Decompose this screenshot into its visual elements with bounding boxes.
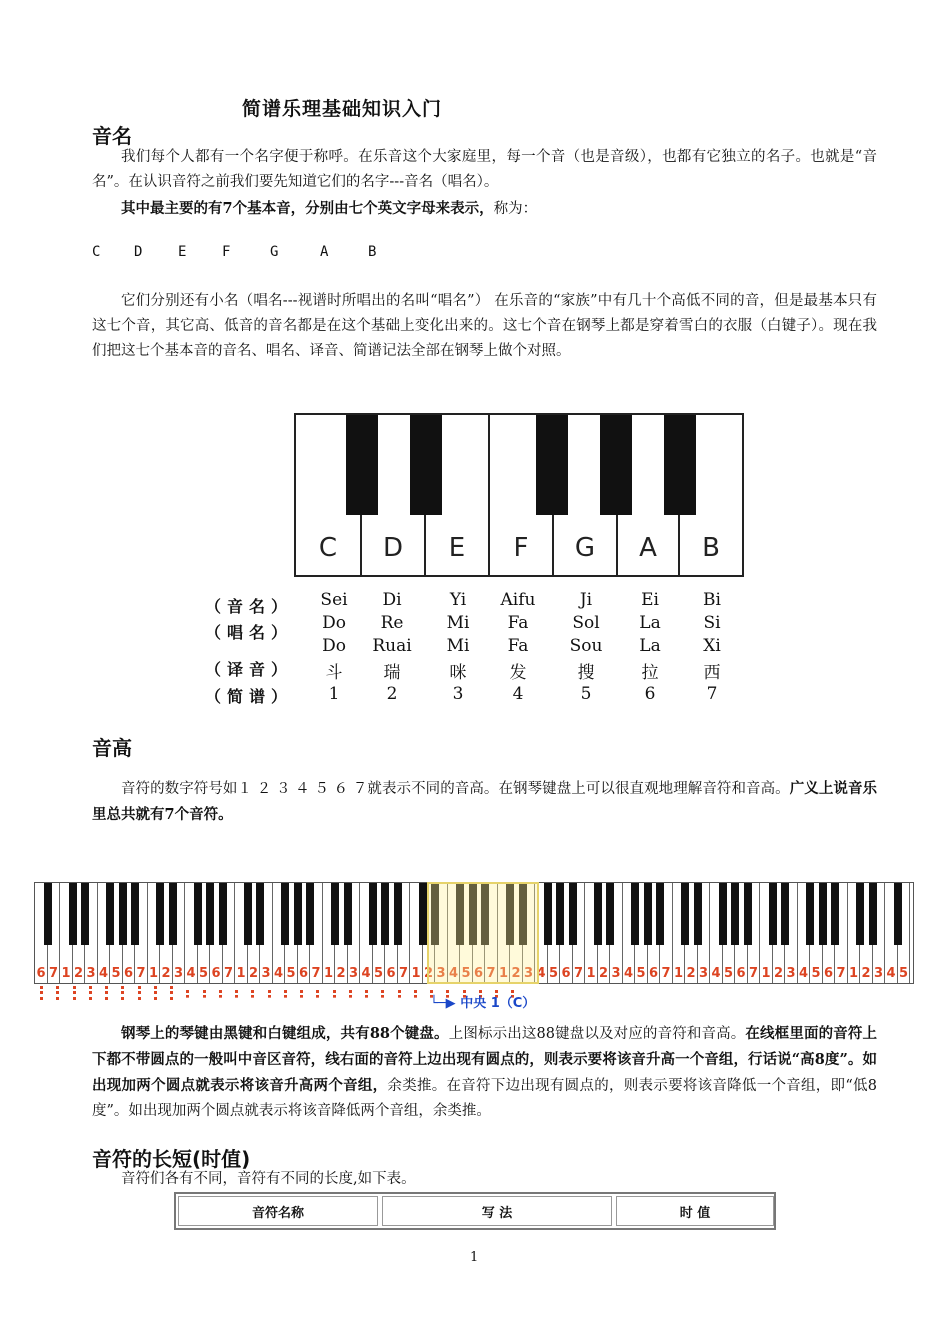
key-number: 3	[786, 966, 796, 981]
table-header-notation: 写 法	[382, 1196, 612, 1226]
octave-dot	[251, 990, 257, 998]
octave-dot	[186, 990, 192, 998]
key-number: 4	[886, 966, 896, 981]
section-heading-yinming: 音名	[92, 124, 132, 148]
octave-dot	[170, 986, 176, 1000]
paragraph-pitch	[92, 776, 877, 828]
cell-changming2: Sou	[569, 636, 603, 656]
seven-notes-rest: 称为：	[493, 201, 538, 217]
keys-plain-1: 上图标示出这88键盘以及对应的音符和音高。	[448, 1026, 746, 1042]
key-number: 1	[586, 966, 596, 981]
cell-changming1: La	[639, 613, 661, 633]
cell-changming1: Sol	[572, 613, 600, 633]
black-key	[569, 883, 577, 945]
black-key	[419, 883, 427, 945]
black-key	[556, 883, 564, 945]
key-number: 4	[623, 966, 634, 981]
octave-dot	[381, 990, 387, 998]
cell-yinming: Di	[382, 590, 402, 610]
black-key	[719, 883, 727, 945]
paragraph-changming: 它们分别还有小名（唱名---视谱时所唱出的名叫“唱名”） 在乐音的“家族”中有几十个高低不同的音，但是最基本只有这七个音，其它高、低音的音名都是在这个基础上变化出来的。这七个音在钢琴上都是穿着雪白的衣服（白键子）。现在我们把这七个基本音的音名、唱名、译音、简谱记法全部在钢琴上做个对照。	[92, 293, 877, 359]
key-number: 7	[48, 966, 59, 981]
cell-changming1: Fa	[507, 613, 529, 633]
pitch-bold: 广义上说音乐里总共就有7个音符。	[92, 780, 878, 823]
key-label: G	[574, 533, 596, 563]
octave-dot	[154, 986, 160, 1000]
key-number: 2	[686, 966, 696, 981]
cell-changming2: Do	[322, 636, 346, 656]
key-number: 7	[573, 966, 584, 981]
black-key	[819, 883, 827, 945]
page-title: 简谱乐理基础知识入门	[242, 98, 443, 120]
note-letter: B	[368, 244, 377, 260]
key-number: 5	[548, 966, 559, 981]
key-number: 6	[648, 966, 659, 981]
key-number: 7	[836, 966, 846, 981]
key-label: E	[448, 533, 466, 563]
octave-dot	[40, 986, 46, 1000]
key-number: 3	[86, 966, 96, 981]
row-label-yinming: （音名）	[205, 597, 294, 616]
key-number: 5	[111, 966, 121, 981]
cell-yinming: Aifu	[500, 590, 536, 610]
octave-dot	[138, 986, 144, 1000]
paragraph-88-keys	[92, 1021, 877, 1124]
key-number: 5	[723, 966, 734, 981]
key-number: 4	[536, 966, 546, 981]
key-number: 5	[373, 966, 384, 981]
page-number: 1	[470, 1250, 479, 1265]
note-letter: D	[134, 244, 143, 260]
octave-dot	[73, 986, 79, 1000]
key-number: 7	[661, 966, 671, 981]
octave-dot	[56, 986, 62, 1000]
key-number: 3	[523, 966, 534, 981]
row-label-jianpu: （简谱）	[205, 687, 294, 706]
key-number: 6	[211, 966, 221, 981]
cell-jianpu: 3	[452, 684, 464, 704]
cell-yiyin: 咪	[449, 663, 467, 683]
cell-yinming: Ji	[579, 590, 593, 610]
octave-dot	[349, 990, 355, 998]
black-key	[869, 883, 877, 945]
black-key	[256, 883, 264, 945]
cell-changming1: Re	[380, 613, 404, 633]
key-number: 3	[436, 966, 446, 981]
octave-dot	[414, 990, 420, 998]
key-number: 1	[323, 966, 334, 981]
black-key	[600, 415, 632, 515]
octave-dot	[268, 990, 274, 998]
note-letter: C	[92, 244, 101, 260]
key-number: 6	[298, 966, 309, 981]
key-number: 4	[186, 966, 196, 981]
piano-diagram-small	[294, 413, 744, 577]
note-letter: E	[178, 244, 187, 260]
black-key	[731, 883, 739, 945]
middle-c-text: 中央 1（C）	[460, 996, 536, 1011]
key-number: 2	[73, 966, 84, 981]
table-header-duration: 时 值	[616, 1196, 774, 1226]
black-key	[219, 883, 227, 945]
key-number: 1	[761, 966, 771, 981]
cell-changming2: Mi	[446, 636, 470, 656]
key-label: B	[702, 533, 720, 563]
black-key	[394, 883, 402, 945]
note-letter: G	[270, 244, 279, 260]
table-header-name: 音符名称	[178, 1196, 378, 1226]
key-number: 4	[98, 966, 109, 981]
black-key	[856, 883, 864, 945]
black-key	[44, 883, 52, 945]
key-number: 6	[561, 966, 571, 981]
key-number: 2	[511, 966, 521, 981]
black-key	[346, 415, 378, 515]
pitch-plain: 音符的数字符号如１ ２ ３ ４ ５ ６ ７就表示不同的音高。在钢琴键盘上可以很直观地理解音符和音高。	[121, 781, 790, 797]
key-number: 7	[398, 966, 409, 981]
paragraph-duration: 音符们各有不同，音符有不同的长度,如下表。	[121, 1171, 416, 1187]
paragraph-intro: 我们每个人都有一个名字便于称呼。在乐音这个大家庭里，每一个音（也是音级），也都有它独立的名子。也就是“音名”。在认识音符之前我们要先知道它们的名字---音名（唱名）。	[92, 149, 877, 190]
key-number: 7	[748, 966, 759, 981]
black-key	[831, 883, 839, 945]
section-heading-yingao: 音高	[92, 736, 132, 760]
section-heading-duration: 音符的长短(时值)	[92, 1147, 251, 1171]
key-label: A	[639, 533, 657, 563]
key-number: 2	[423, 966, 434, 981]
keys-bold-2: 在线框里面的音符上下都不带圆点的一般叫中音区音符，线右面的音符上边出现有圆点的，则表示要将该音升高一个音组，行话说“高8度”。如出现加两个圆点就表示将该音升高两个音组，	[92, 1025, 878, 1094]
octave-dot	[284, 990, 290, 998]
black-key	[281, 883, 289, 945]
black-key	[106, 883, 114, 945]
cell-changming2: Fa	[507, 636, 529, 656]
key-number: 2	[598, 966, 609, 981]
middle-range-box	[427, 882, 539, 984]
key-number: 6	[386, 966, 396, 981]
black-key	[544, 883, 552, 945]
black-key	[156, 883, 164, 945]
cell-changming2: Ruai	[372, 636, 412, 656]
black-key	[536, 415, 568, 515]
cell-changming1: Mi	[446, 613, 470, 633]
middle-c-label	[430, 992, 535, 1011]
seven-notes-bold: 其中最主要的有7个基本音，分别由七个英文字母来表示，	[121, 200, 494, 217]
key-number: 6	[736, 966, 746, 981]
black-key	[664, 415, 696, 515]
cell-yiyin: 搜	[577, 663, 595, 683]
cell-changming1: Do	[322, 613, 346, 633]
key-number: 5	[811, 966, 821, 981]
key-number: 1	[236, 966, 246, 981]
octave-dot	[300, 990, 306, 998]
key-number: 6	[123, 966, 134, 981]
keys-plain-2: 余类推。在音符下边出现有圆点的，则表示要将该音降低一个音组，即“低8度”。如出现加两个圆点就表示将该音降低两个音组，余类推。	[92, 1078, 877, 1119]
black-key	[410, 415, 442, 515]
key-label: D	[382, 533, 404, 563]
octave-dot	[89, 986, 95, 1000]
key-number: 1	[673, 966, 684, 981]
key-label: F	[513, 533, 529, 563]
black-key	[131, 883, 139, 945]
black-key	[806, 883, 814, 945]
note-letter: F	[222, 244, 231, 260]
row-label-changming: （唱名）	[205, 623, 294, 642]
black-key	[81, 883, 89, 945]
cell-jianpu: 1	[328, 684, 340, 704]
black-key	[119, 883, 127, 945]
key-number: 1	[848, 966, 859, 981]
black-key	[781, 883, 789, 945]
black-key	[594, 883, 602, 945]
key-number: 2	[161, 966, 171, 981]
cell-jianpu: 6	[644, 684, 656, 704]
key-number: 2	[336, 966, 346, 981]
key-number: 1	[61, 966, 71, 981]
cell-jianpu: 2	[386, 684, 398, 704]
key-number: 4	[273, 966, 284, 981]
cell-yiyin: 西	[703, 663, 721, 683]
key-number: 7	[311, 966, 321, 981]
key-number: 3	[173, 966, 184, 981]
octave-dot	[333, 990, 339, 998]
black-key	[744, 883, 752, 945]
octave-dot	[398, 990, 404, 998]
note-letters	[92, 244, 376, 260]
key-number: 6	[473, 966, 484, 981]
key-number: 6	[36, 966, 46, 981]
octave-dot	[219, 990, 225, 998]
key-number: 1	[411, 966, 421, 981]
key-number: 7	[223, 966, 234, 981]
key-number: 2	[861, 966, 871, 981]
black-key	[294, 883, 302, 945]
cell-jianpu: 7	[706, 684, 718, 704]
cell-yinming: Yi	[449, 590, 467, 610]
key-number: 6	[823, 966, 834, 981]
key-number: 4	[448, 966, 459, 981]
key-number: 7	[486, 966, 496, 981]
octave-dot	[365, 990, 371, 998]
octave-dot	[105, 986, 111, 1000]
key-number: 7	[136, 966, 146, 981]
paragraph-seven-notes	[92, 196, 877, 222]
black-key	[644, 883, 652, 945]
cell-yiyin: 斗	[325, 663, 343, 683]
black-key	[69, 883, 77, 945]
key-number: 1	[148, 966, 159, 981]
key-number: 2	[773, 966, 784, 981]
black-key	[381, 883, 389, 945]
key-number: 2	[248, 966, 259, 981]
row-label-yiyin: （译音）	[205, 660, 294, 679]
cell-changming2: La	[639, 636, 661, 656]
octave-dot	[316, 990, 322, 998]
cell-yinming: Sei	[320, 590, 348, 610]
black-key	[169, 883, 177, 945]
key-number: 4	[711, 966, 721, 981]
black-key	[306, 883, 314, 945]
duration-table	[174, 1192, 776, 1230]
cell-yinming: Bi	[703, 590, 721, 610]
arrow-icon: └─▶	[430, 996, 456, 1011]
cell-yiyin: 瑞	[383, 663, 401, 683]
key-number: 5	[286, 966, 296, 981]
octave-dot	[235, 990, 241, 998]
key-number: 5	[198, 966, 209, 981]
black-key	[894, 883, 902, 945]
black-key	[331, 883, 339, 945]
black-key	[369, 883, 377, 945]
cell-yinming: Ei	[641, 590, 659, 610]
key-number: 4	[798, 966, 809, 981]
keys-bold-1: 钢琴上的琴键由黑键和白键组成，共有88个键盘。	[121, 1025, 449, 1042]
black-key	[656, 883, 664, 945]
key-number: 5	[636, 966, 646, 981]
key-number: 3	[698, 966, 709, 981]
black-key	[769, 883, 777, 945]
black-key	[681, 883, 689, 945]
key-number: 1	[498, 966, 509, 981]
note-letter: A	[320, 244, 329, 260]
octave-dot	[203, 990, 209, 998]
cell-yiyin: 拉	[641, 663, 659, 683]
key-number: 4	[361, 966, 371, 981]
cell-jianpu: 5	[580, 684, 592, 704]
key-number: 3	[261, 966, 271, 981]
octave-dot	[121, 986, 127, 1000]
cell-changming1: Si	[703, 613, 721, 633]
key-number: 5	[898, 966, 909, 981]
black-key	[631, 883, 639, 945]
black-key	[244, 883, 252, 945]
key-number: 3	[348, 966, 359, 981]
key-label: C	[318, 533, 338, 563]
black-key	[606, 883, 614, 945]
cell-yiyin: 发	[509, 663, 527, 683]
key-number: 3	[873, 966, 884, 981]
black-key	[344, 883, 352, 945]
black-key	[694, 883, 702, 945]
key-number: 5	[461, 966, 471, 981]
black-key	[206, 883, 214, 945]
cell-changming2: Xi	[703, 636, 721, 656]
key-number: 3	[611, 966, 621, 981]
cell-jianpu: 4	[512, 684, 524, 704]
black-key	[194, 883, 202, 945]
